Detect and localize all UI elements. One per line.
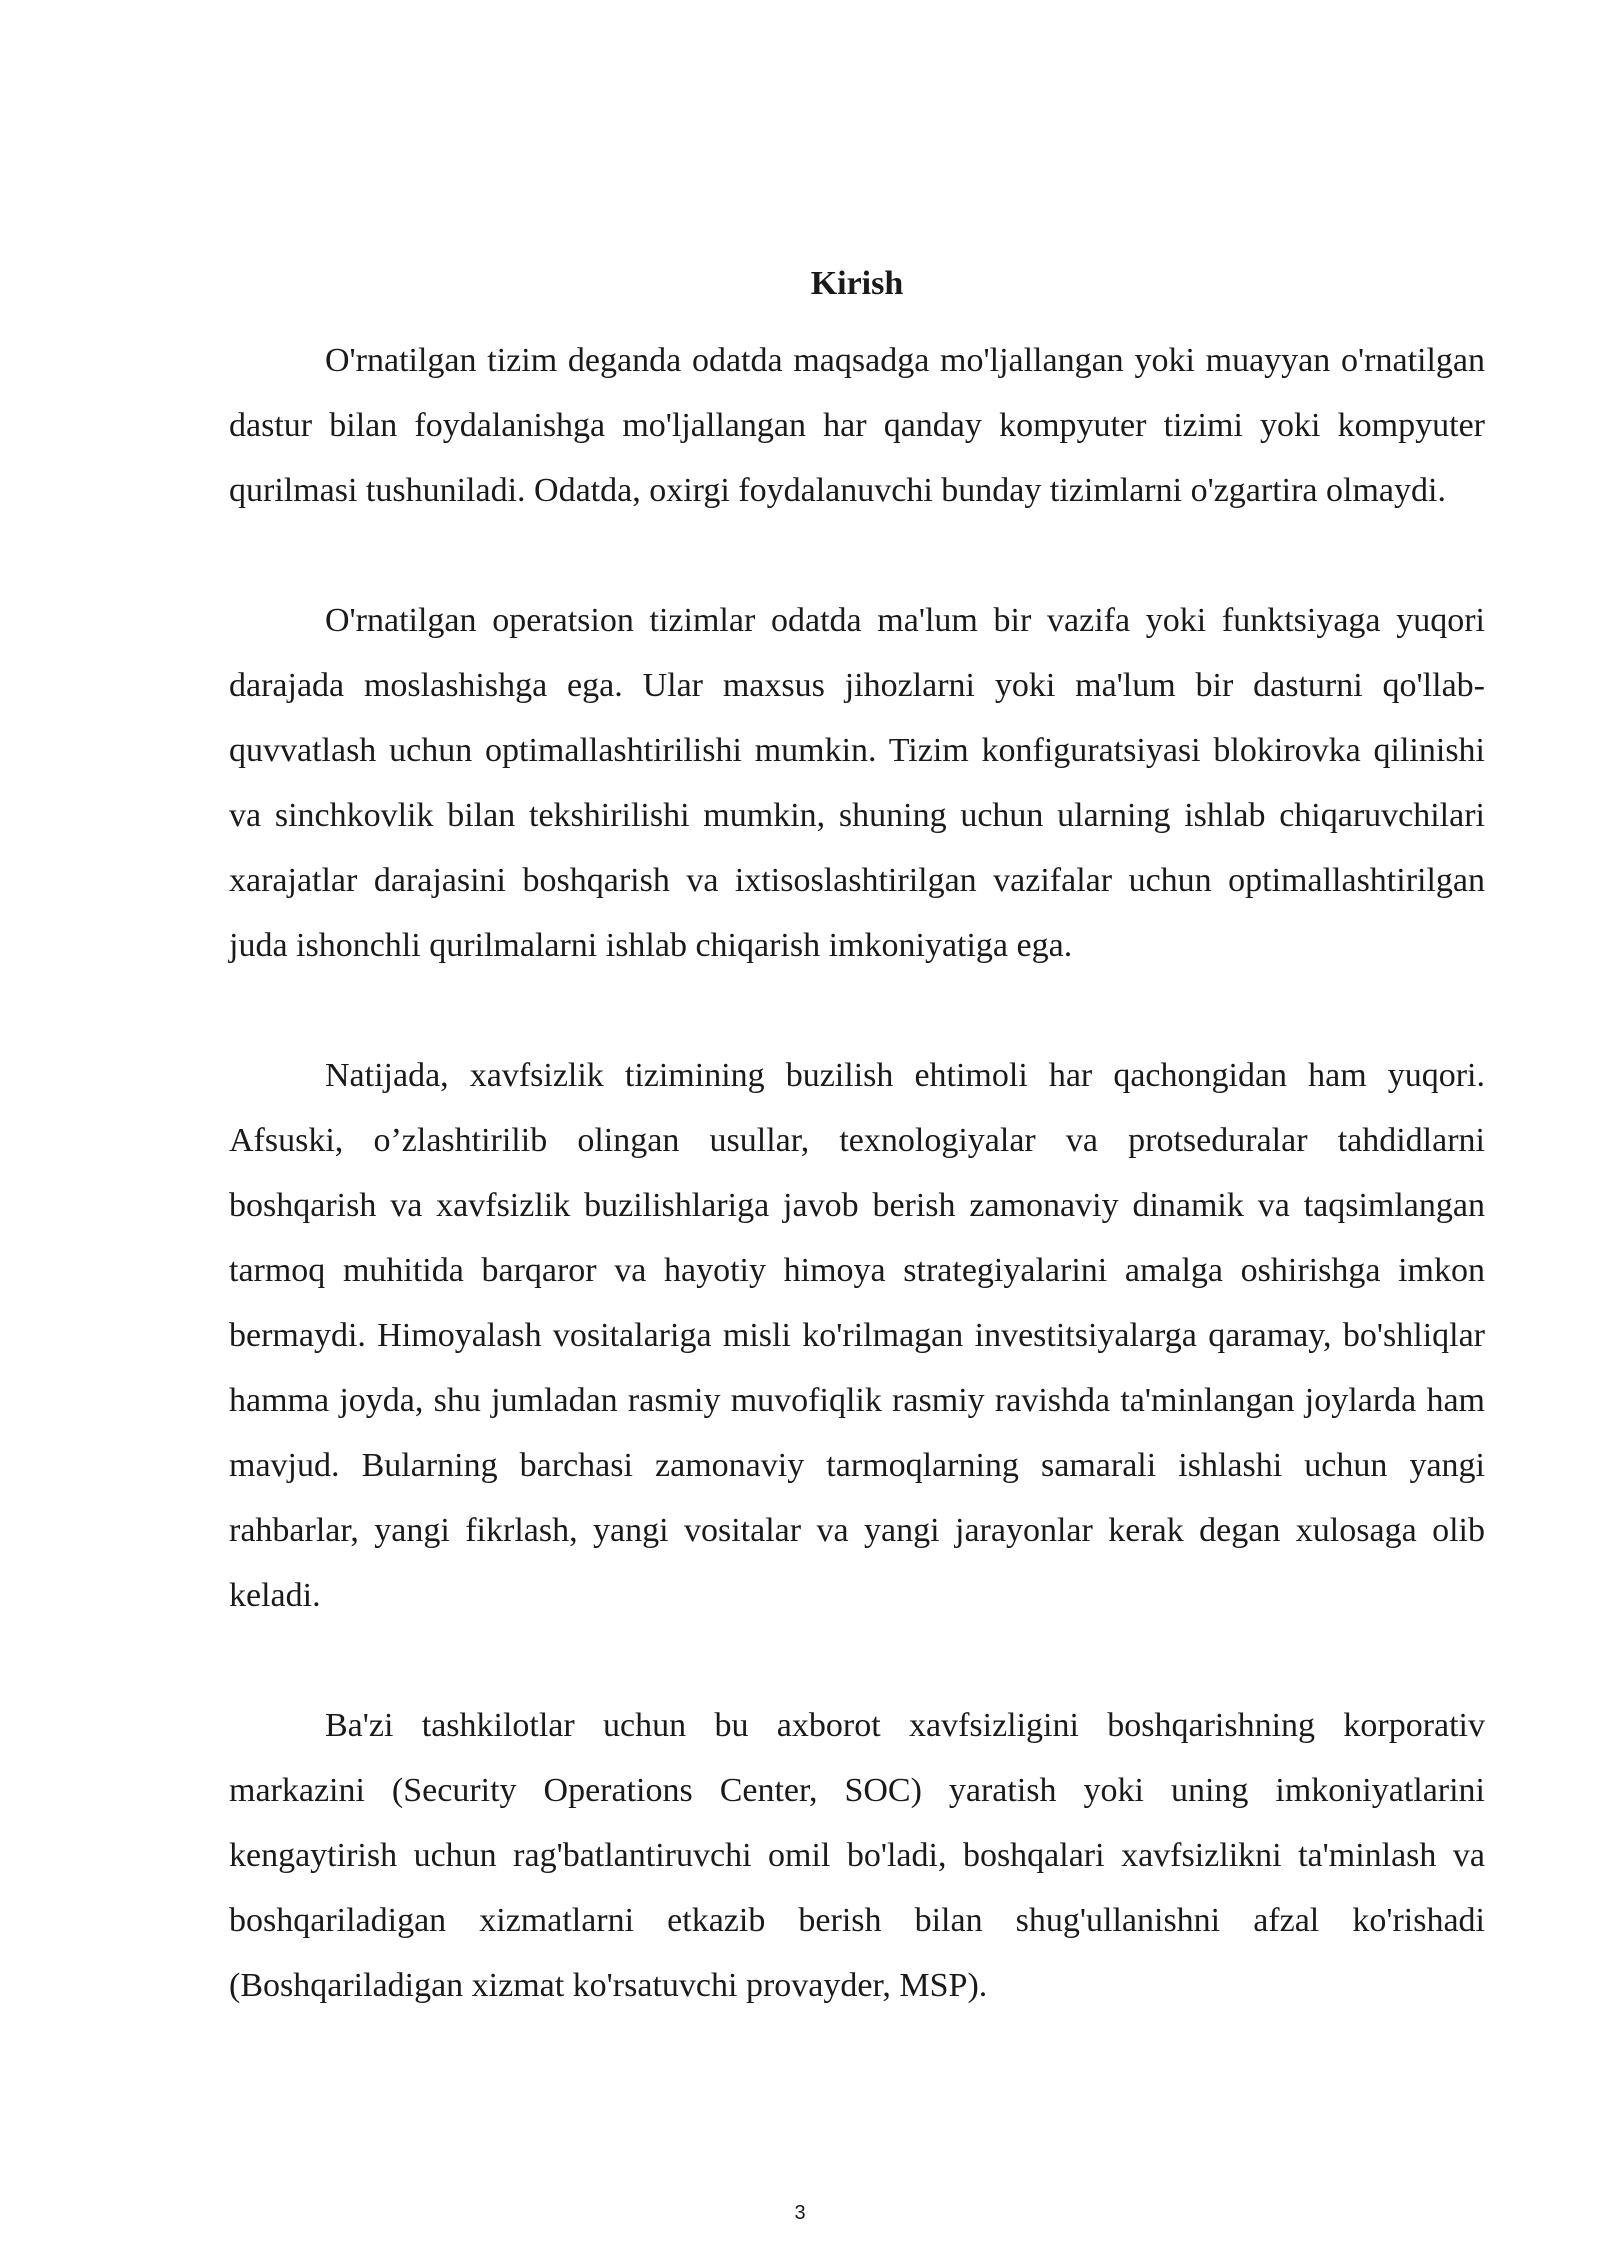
page-content bbox=[229, 258, 1485, 2018]
paragraph-2: O'rnatilgan operatsion tizimlar odatda ma'lum bir vazifa yoki funktsiyaga yuqori darajada moslashishga ega. Ular maxsus jihozlarni yoki ma'lum bir dasturni qo'llab-quvvatlash uchun optimallashtirilishi mumkin. Tizim konfiguratsiyasi blokirovka qilinishi va sinchkovlik bilan tekshirilishi mumkin, shuning uchun ularning ishlab chiqaruvchilari xarajatlar darajasini boshqarish va ixtisoslashtirilgan vazifalar uchun optimallashtirilgan juda ishonchli qurilmalarni ishlab chiqarish imkoniyatiga ega. bbox=[229, 602, 1485, 964]
paragraph-1: O'rnatilgan tizim deganda odatda maqsadga mo'ljallangan yoki muayyan o'rnatilgan dastur bilan foydalanishga mo'ljallangan har qanday kompyuter tizimi yoki kompyuter qurilmasi tushuniladi. Odatda, oxirgi foydalanuvchi bunday tizimlarni o'zgartira olmaydi. bbox=[229, 342, 1485, 509]
paragraph-3: Natijada, xavfsizlik tizimining buzilish ehtimoli har qachongidan ham yuqori. Afsuski, o’zlashtirilib olingan usullar, texnologiyalar va protseduralar tahdidlarni boshqarish va xavfsizlik buzilishlariga javob berish zamonaviy dinamik va taqsimlangan tarmoq muhitida barqaror va hayotiy himoya strategiyalarini amalga oshirishga imkon bermaydi. Himoyalash vositalariga misli ko'rilmagan investitsiyalarga qaramay, bo'shliqlar hamma joyda, shu jumladan rasmiy muvofiqlik rasmiy ravishda ta'minlangan joylarda ham mavjud. Bularning barchasi zamonaviy tarmoqlarning samarali ishlashi uchun yangi rahbarlar, yangi fikrlash, yangi vositalar va yangi jarayonlar kerak degan xulosaga olib keladi. bbox=[229, 1057, 1485, 1614]
page-number: 3 bbox=[794, 2202, 806, 2224]
section-title: Kirish bbox=[810, 265, 904, 302]
paragraph-4: Ba'zi tashkilotlar uchun bu axborot xavfsizligini boshqarishning korporativ markazini (Security Operations Center, SOC) yaratish yoki uning imkoniyatlarini kengaytirish uchun rag'batlantiruvchi omil bo'ladi, boshqalari xavfsizlikni ta'minlash va boshqariladigan xizmatlarni etkazib berish bilan shug'ullanishni afzal ko'rishadi (Boshqariladigan xizmat ko'rsatuvchi provayder, MSP). bbox=[229, 1707, 1485, 2004]
